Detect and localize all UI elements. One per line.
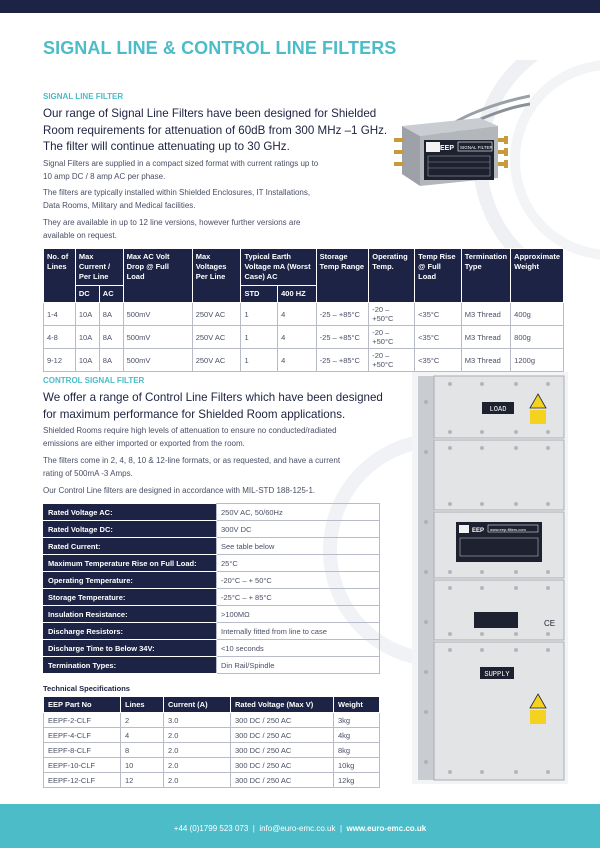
col-dc: DC	[75, 286, 99, 303]
table-row: EEPF-4-CLF 4 2.0 300 DC / 250 AC 4kg	[44, 728, 380, 743]
col-weight: Approximate Weight	[511, 249, 564, 303]
col-storage-temp: Storage Temp Range	[316, 249, 369, 303]
col-termination: Termination Type	[461, 249, 510, 303]
col-operating-temp: Operating Temp.	[369, 249, 415, 303]
spec-row: Rated Current: See table below	[44, 538, 380, 555]
spec-row: Rated Voltage DC: 300V DC	[44, 521, 380, 538]
control-filter-cabinet-image	[412, 372, 568, 784]
col-part-no: EEP Part No	[44, 697, 121, 713]
col-temp-rise: Temp Rise @ Full Load	[415, 249, 462, 303]
spec-row: Discharge Resistors: Internally fitted from line to case	[44, 623, 380, 640]
col-std: STD	[241, 286, 278, 303]
control-paragraph-1: Shielded Rooms require high levels of attenuation to ensure no conducted/radiated emissions are either imported or exported from the room.	[43, 426, 337, 448]
table-row: 4-8 10A 8A 500mV 250V AC 1 4 -25 – +85°C -20 – +50°C <35°C M3 Thread 800g	[44, 326, 564, 349]
spec-row: Operating Temperature: -20°C – + 50°C	[44, 572, 380, 589]
col-max-current: Max Current / Per Line	[75, 249, 123, 286]
signal-paragraph-3: They are available in up to 12 line versions, however further versions are available on request.	[43, 218, 301, 240]
device-brand: EEP	[440, 145, 455, 152]
table-row: EEPF-10-CLF 10 2.0 300 DC / 250 AC 10kg	[44, 758, 380, 773]
page-title: SIGNAL LINE & CONTROL LINE FILTERS	[43, 38, 397, 58]
col-earth-voltage: Typical Earth Voltage mA (Worst Case) AC	[241, 249, 316, 286]
load-label: LOAD	[489, 406, 507, 414]
signal-paragraph-2: The filters are typically installed within Shielded Enclosures, IT Installations, Data Rooms, Military and Medical facilities.	[43, 188, 311, 210]
spec-row: Rated Voltage AC: 250V AC, 50/60Hz	[44, 504, 380, 521]
tech-spec-table	[43, 696, 380, 788]
footer-contact: +44 (0)1799 523 073 | info@euro-emc.co.uk | www.euro-emc.co.uk	[173, 824, 427, 833]
col-weight: Weight	[334, 697, 380, 713]
spec-row: Discharge Time to Below 34V: <10 seconds	[44, 640, 380, 657]
spec-row: Termination Types: Din Rail/Spindle	[44, 657, 380, 674]
col-400hz: 400 HZ	[278, 286, 317, 303]
cabinet-url: www.eep-filters.com	[490, 527, 526, 532]
control-section-heading: CONTROL SIGNAL FILTER	[43, 376, 145, 385]
table-row: EEPF-8-CLF 8 2.0 300 DC / 250 AC 8kg	[44, 743, 380, 758]
cabinet-brand: EEP	[472, 528, 485, 534]
table-row: 9-12 10A 8A 500mV 250V AC 1 4 -25 – +85°C -20 – +50°C <35°C M3 Thread 1200g	[44, 349, 564, 372]
col-current: Current (A)	[164, 697, 231, 713]
signal-lead: Our range of Signal Line Filters have been designed for Shielded Room requirements for attenuation of 60dB from 300 MHz –1 GHz. The filter will continue attenuating up to 30 GHz.	[43, 107, 388, 153]
col-ac: AC	[99, 286, 123, 303]
footer-website[interactable]: www.euro-emc.co.uk	[346, 824, 427, 833]
col-volt-drop: Max AC Volt Drop @ Full Load	[123, 249, 192, 303]
col-max-voltages: Max Voltages Per Line	[192, 249, 241, 303]
col-rated-voltage: Rated Voltage (Max V)	[231, 697, 334, 713]
tech-spec-title: Technical Specifications	[43, 684, 130, 693]
supply-label: SUPPLY	[484, 671, 510, 679]
spec-row: Maximum Temperature Rise on Full Load: 25°C	[44, 555, 380, 572]
col-lines: Lines	[121, 697, 164, 713]
signal-section-heading: SIGNAL LINE FILTER	[43, 92, 124, 101]
signal-filter-table	[43, 248, 564, 372]
signal-filter-image	[380, 88, 530, 198]
spec-row: Insulation Resistance: >100MΩ	[44, 606, 380, 623]
col-lines: No. of Lines	[44, 249, 76, 303]
device-label: SIGNAL FILTER	[460, 145, 493, 150]
footer-phone: +44 (0)1799 523 073	[173, 824, 249, 833]
top-bar	[0, 0, 600, 13]
control-spec-table	[43, 503, 380, 674]
control-lead: We offer a range of Control Line Filters which have been designed for maximum performance for Shielded Room applications.	[43, 391, 383, 421]
control-paragraph-2: The filters come in 2, 4, 8, 10 & 12-line formats, or as requested, and have a current rating of 500mA -3 Amps.	[43, 456, 341, 478]
ce-mark: CE	[544, 619, 556, 628]
signal-paragraph-1: Signal Filters are supplied in a compact sized format with current ratings up to 10 amp DC / 8 amp AC per phase.	[43, 159, 319, 181]
table-row: 1-4 10A 8A 500mV 250V AC 1 4 -25 – +85°C -20 – +50°C <35°C M3 Thread 400g	[44, 303, 564, 326]
control-paragraph-3: Our Control Line filters are designed in accordance with MIL-STD 188-125-1.	[43, 486, 316, 495]
table-row: EEPF-12-CLF 12 2.0 300 DC / 250 AC 12kg	[44, 773, 380, 788]
table-row: EEPF-2-CLF 2 3.0 300 DC / 250 AC 3kg	[44, 713, 380, 728]
footer-email[interactable]: info@euro-emc.co.uk	[259, 824, 336, 833]
spec-row: Storage Temperature: -25°C – + 85°C	[44, 589, 380, 606]
